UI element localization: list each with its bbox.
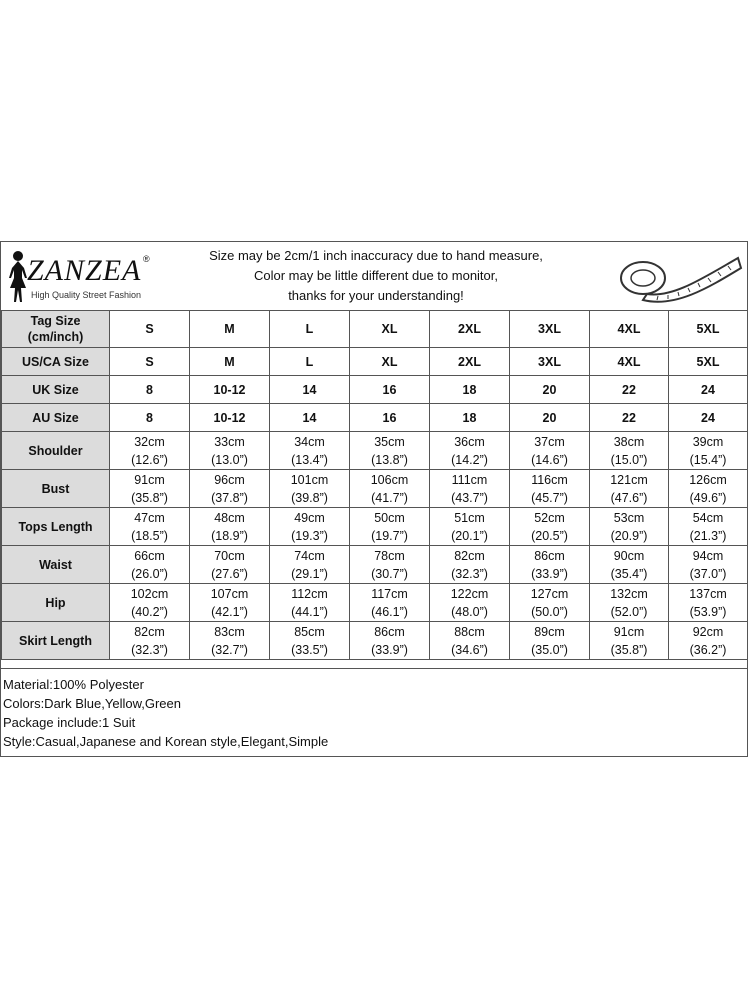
size-cell: 74cm (29.1”): [270, 546, 350, 584]
size-cell: 91cm (35.8”): [110, 470, 190, 508]
size-cell: 18: [430, 404, 510, 432]
size-cell: 20: [510, 404, 590, 432]
size-row: [2, 348, 748, 376]
size-cell: 32cm (12.6”): [110, 432, 190, 470]
size-cell: 39cm (15.4”): [669, 432, 748, 470]
size-row: [2, 376, 748, 404]
size-cell: S: [110, 311, 190, 348]
size-cell: S: [110, 348, 190, 376]
size-row: [2, 508, 748, 546]
size-cell: 33cm (13.0”): [190, 432, 270, 470]
size-cell: 96cm (37.8”): [190, 470, 270, 508]
size-cell: 117cm (46.1”): [350, 584, 430, 622]
size-cell: 54cm (21.3”): [669, 508, 748, 546]
row-label: Hip: [2, 584, 110, 622]
size-cell: 24: [669, 376, 748, 404]
size-cell: 4XL: [590, 348, 669, 376]
row-label: Tag Size (cm/inch): [2, 311, 110, 348]
size-cell: 4XL: [590, 311, 669, 348]
row-label: UK Size: [2, 376, 110, 404]
size-cell: 22: [590, 376, 669, 404]
style-line: Style:Casual,Japanese and Korean style,Elegant,Simple: [3, 734, 329, 749]
size-cell: 92cm (36.2”): [669, 622, 748, 660]
size-row: [2, 622, 748, 660]
size-row: [2, 546, 748, 584]
size-table: [1, 310, 748, 660]
size-cell: 10-12: [190, 404, 270, 432]
size-cell: 53cm (20.9”): [590, 508, 669, 546]
size-cell: 5XL: [669, 311, 748, 348]
size-cell: 116cm (45.7”): [510, 470, 590, 508]
size-cell: 47cm (18.5”): [110, 508, 190, 546]
size-cell: 102cm (40.2”): [110, 584, 190, 622]
size-cell: L: [270, 311, 350, 348]
size-cell: 3XL: [510, 311, 590, 348]
size-cell: 94cm (37.0”): [669, 546, 748, 584]
size-row: [2, 311, 748, 348]
size-cell: 112cm (44.1”): [270, 584, 350, 622]
size-cell: 8: [110, 376, 190, 404]
size-cell: 36cm (14.2”): [430, 432, 510, 470]
package-line: Package include:1 Suit: [3, 715, 136, 730]
size-cell: 38cm (15.0”): [590, 432, 669, 470]
row-label: Shoulder: [2, 432, 110, 470]
size-row: [2, 584, 748, 622]
size-cell: 107cm (42.1”): [190, 584, 270, 622]
size-cell: 121cm (47.6”): [590, 470, 669, 508]
row-label: Tops Length: [2, 508, 110, 546]
notice-line: thanks for your understanding!: [288, 288, 464, 303]
measuring-tape-icon: [613, 248, 743, 306]
size-row: [2, 470, 748, 508]
size-cell: 90cm (35.4”): [590, 546, 669, 584]
row-label: US/CA Size: [2, 348, 110, 376]
brand-logo: [5, 248, 165, 306]
size-cell: M: [190, 348, 270, 376]
row-label: AU Size: [2, 404, 110, 432]
size-cell: 70cm (27.6”): [190, 546, 270, 584]
size-row: [2, 404, 748, 432]
size-cell: 2XL: [430, 311, 510, 348]
notice-line: Color may be little different due to monitor,: [254, 268, 498, 283]
size-cell: 137cm (53.9”): [669, 584, 748, 622]
size-row: [2, 432, 748, 470]
material-line: Material:100% Polyester: [3, 677, 144, 692]
size-cell: 10-12: [190, 376, 270, 404]
size-cell: 3XL: [510, 348, 590, 376]
size-cell: 5XL: [669, 348, 748, 376]
row-label: Waist: [2, 546, 110, 584]
size-cell: 82cm (32.3”): [110, 622, 190, 660]
size-cell: 8: [110, 404, 190, 432]
size-cell: 127cm (50.0”): [510, 584, 590, 622]
size-cell: 78cm (30.7”): [350, 546, 430, 584]
size-cell: 122cm (48.0”): [430, 584, 510, 622]
row-label: Bust: [2, 470, 110, 508]
size-cell: 24: [669, 404, 748, 432]
size-cell: 49cm (19.3”): [270, 508, 350, 546]
size-cell: 22: [590, 404, 669, 432]
size-cell: XL: [350, 311, 430, 348]
size-cell: 86cm (33.9”): [350, 622, 430, 660]
size-cell: 14: [270, 404, 350, 432]
size-cell: 16: [350, 376, 430, 404]
size-cell: 91cm (35.8”): [590, 622, 669, 660]
size-cell: 66cm (26.0”): [110, 546, 190, 584]
notice-line: Size may be 2cm/1 inch inaccuracy due to hand measure,: [209, 248, 543, 263]
registered-mark: ®: [143, 254, 150, 264]
size-cell: 132cm (52.0”): [590, 584, 669, 622]
size-cell: 50cm (19.7”): [350, 508, 430, 546]
size-cell: 86cm (33.9”): [510, 546, 590, 584]
size-chart: [0, 241, 748, 757]
product-info: [1, 668, 747, 756]
size-cell: 82cm (32.3”): [430, 546, 510, 584]
size-cell: 18: [430, 376, 510, 404]
size-cell: 106cm (41.7”): [350, 470, 430, 508]
size-cell: 101cm (39.8”): [270, 470, 350, 508]
size-cell: 48cm (18.9”): [190, 508, 270, 546]
size-cell: M: [190, 311, 270, 348]
colors-line: Colors:Dark Blue,Yellow,Green: [3, 696, 181, 711]
row-label: Skirt Length: [2, 622, 110, 660]
size-cell: 111cm (43.7”): [430, 470, 510, 508]
size-cell: XL: [350, 348, 430, 376]
size-cell: 89cm (35.0”): [510, 622, 590, 660]
size-cell: 85cm (33.5”): [270, 622, 350, 660]
brand-tagline: High Quality Street Fashion: [31, 290, 142, 300]
size-cell: 51cm (20.1”): [430, 508, 510, 546]
brand-name: ZANZEA: [27, 254, 142, 287]
size-cell: 16: [350, 404, 430, 432]
size-cell: 83cm (32.7”): [190, 622, 270, 660]
size-cell: 37cm (14.6”): [510, 432, 590, 470]
size-cell: 20: [510, 376, 590, 404]
size-cell: 52cm (20.5”): [510, 508, 590, 546]
size-cell: 88cm (34.6”): [430, 622, 510, 660]
size-cell: 35cm (13.8”): [350, 432, 430, 470]
size-cell: 34cm (13.4”): [270, 432, 350, 470]
chart-header: [1, 242, 747, 311]
size-cell: L: [270, 348, 350, 376]
measurement-notice: [181, 246, 571, 306]
size-cell: 2XL: [430, 348, 510, 376]
size-cell: 126cm (49.6”): [669, 470, 748, 508]
size-cell: 14: [270, 376, 350, 404]
